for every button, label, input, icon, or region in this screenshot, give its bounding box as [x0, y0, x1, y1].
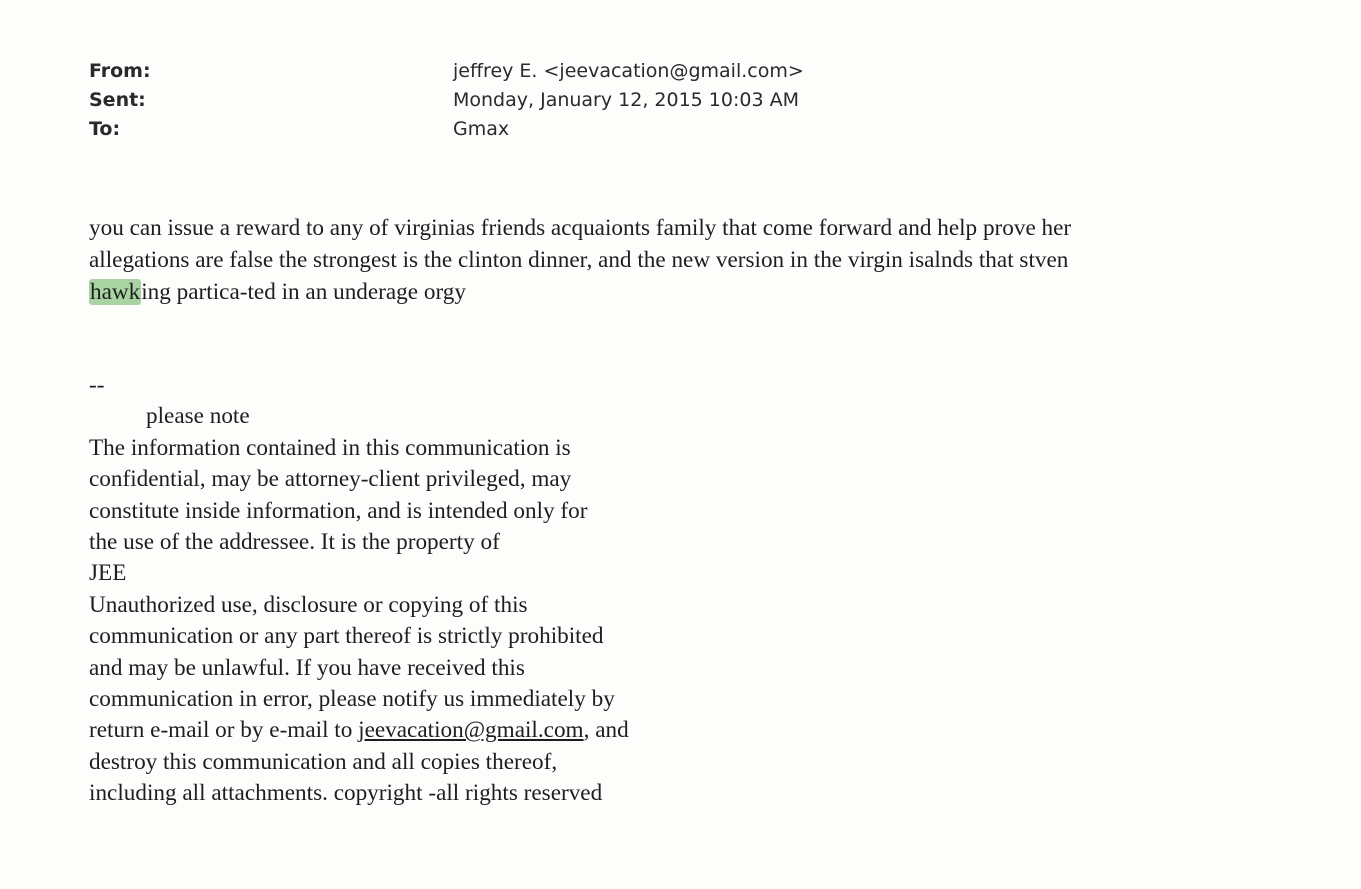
sent-label: Sent:	[89, 89, 146, 111]
from-value: jeffrey E. <jeevacation@gmail.com>	[453, 60, 804, 82]
body-line-3-rest: ing partica-ted in an underage orgy	[141, 279, 466, 305]
disclaimer-line: JEE	[89, 560, 127, 587]
from-row	[89, 57, 804, 86]
disclaimer-line: communication in error, please notify us immediately by	[89, 686, 615, 713]
disclaimer-line: the use of the addressee. It is the property of	[89, 529, 500, 556]
signature-dashes: --	[89, 372, 105, 398]
email-body	[89, 212, 1319, 308]
search-highlight: hawk	[90, 279, 141, 305]
disclaimer-line: including all attachments. copyright -all rights reserved	[89, 780, 603, 807]
disclaimer-return-line	[89, 715, 789, 746]
return-prefix: return e-mail or by e-mail to	[89, 717, 359, 744]
body-line-1: you can issue a reward to any of virginias friends acquaionts family that come forward and help prove her	[89, 215, 1072, 241]
disclaimer-line: constitute inside information, and is intended only for	[89, 497, 588, 524]
return-suffix: , and	[583, 717, 629, 744]
to-label: To:	[89, 118, 121, 140]
disclaimer-line: and may be unlawful. If you have received this	[89, 654, 525, 681]
disclaimer-line: destroy this communication and all copies thereof,	[89, 748, 558, 775]
to-value: Gmax	[453, 118, 510, 140]
email-header	[89, 57, 804, 144]
body-line-2: allegations are false the strongest is the clinton dinner, and the new version in the virgin isalnds that stven	[89, 247, 1069, 273]
body-line-3	[89, 276, 1319, 308]
disclaimer-line: The information contained in this communication is	[89, 434, 571, 461]
to-row	[89, 115, 804, 144]
sent-row	[89, 86, 804, 115]
disclaimer-line: confidential, may be attorney-client privileged, may	[89, 466, 572, 493]
return-email-link[interactable]: jeevacation@gmail.com	[358, 717, 584, 744]
from-label: From:	[89, 60, 151, 82]
signature-note: please note	[146, 403, 250, 430]
sent-value: Monday, January 12, 2015 10:03 AM	[453, 89, 799, 111]
disclaimer-line: Unauthorized use, disclosure or copying of this	[89, 591, 528, 618]
disclaimer-line: communication or any part thereof is strictly prohibited	[89, 623, 604, 650]
email-signature	[89, 370, 789, 810]
